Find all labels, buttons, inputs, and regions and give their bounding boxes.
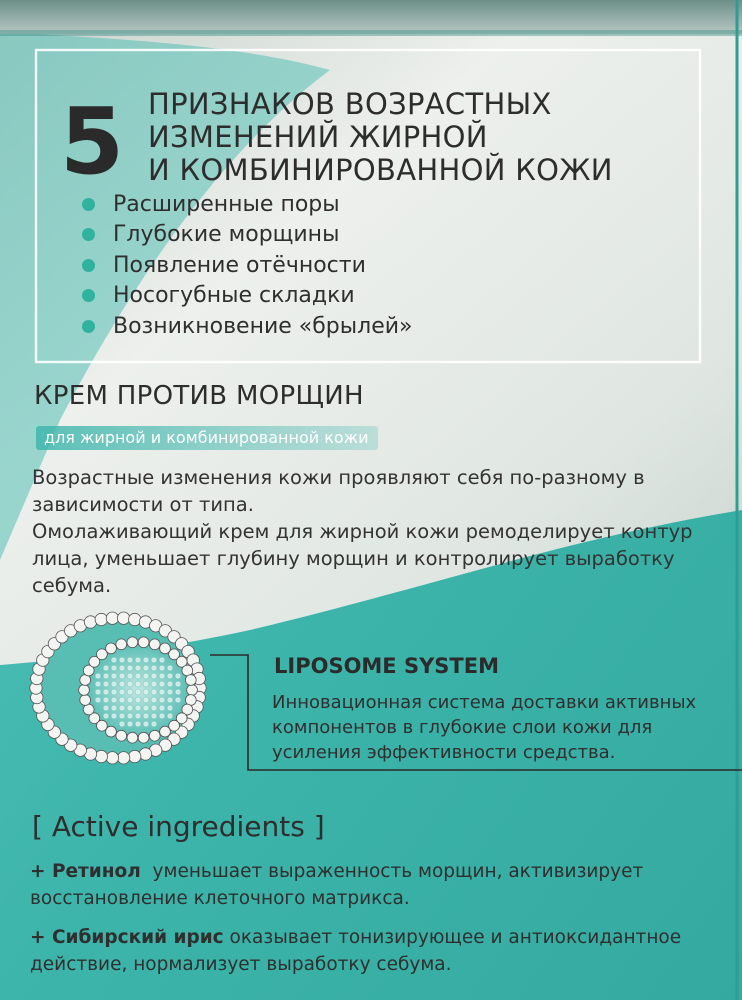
liposome-core-dot [167, 681, 173, 687]
liposome-core-dot [119, 665, 125, 671]
liposome-core-dot [103, 697, 109, 703]
liposome-core-dot [103, 713, 109, 719]
liposome-core-dot [167, 697, 173, 703]
liposome-bead [84, 616, 96, 628]
liposome-core-dot [127, 657, 133, 663]
liposome-core-dot [127, 681, 133, 687]
liposome-core-dot [143, 721, 149, 727]
liposome-bead [187, 685, 198, 696]
liposome-core-dot [135, 681, 141, 687]
liposome-core-dot [119, 657, 125, 663]
skin-type-badge: для жирной и комбинированной кожи [36, 426, 378, 450]
liposome-core-dot [143, 665, 149, 671]
signs-count: 5 [60, 88, 125, 195]
liposome-core-dot [143, 713, 149, 719]
liposome-bead [106, 752, 118, 764]
ingredient-name: + Ретинол [30, 861, 141, 882]
liposome-core-dot [167, 713, 173, 719]
list-item-label: Появление отёчности [113, 252, 366, 278]
signs-heading [148, 88, 708, 187]
liposome-core-dot [111, 689, 117, 695]
liposome-core-dot [111, 705, 117, 711]
liposome-core-dot [151, 705, 157, 711]
liposome-core-dot [111, 657, 117, 663]
liposome-core-dot [111, 665, 117, 671]
liposome-core-dot [95, 689, 101, 695]
ingredient-item [30, 924, 710, 978]
liposome-core-dot [111, 681, 117, 687]
liposome-core-dot [103, 705, 109, 711]
liposome-core-dot [119, 673, 125, 679]
liposome-core-dot [135, 705, 141, 711]
list-item-label: Носогубные складки [113, 283, 355, 309]
liposome-core-dot [151, 697, 157, 703]
bullet-dot-icon [82, 228, 95, 241]
liposome-core-dot [127, 697, 133, 703]
bullet-dot-icon [82, 289, 95, 302]
liposome-core-dot [151, 657, 157, 663]
liposome-core-dot [151, 681, 157, 687]
liposome-core-dot [111, 673, 117, 679]
liposome-bead [129, 613, 141, 625]
ingredient-text: уменьшает выраженность морщин, активизирует восстановление клеточного матрикса. [30, 861, 644, 909]
liposome-bead [106, 643, 117, 654]
list-item [82, 189, 542, 220]
list-item [82, 311, 542, 342]
liposome-core-dot [143, 657, 149, 663]
signs-heading-line: И КОМБИНИРОВАННОЙ КОЖИ [148, 153, 613, 187]
list-item [82, 250, 542, 281]
liposome-bead [116, 639, 127, 650]
liposome-core-dot [95, 681, 101, 687]
liposome-bead [185, 675, 196, 686]
liposome-core-dot [159, 657, 165, 663]
product-description: Омолаживающий крем для жирной кожи ремоделирует контур лица, уменьшает глубину морщин и контролирует выработку себума. [32, 520, 693, 597]
liposome-core-dot [119, 721, 125, 727]
liposome-core-dot [159, 665, 165, 671]
liposome-core-dot [167, 705, 173, 711]
bullet-dot-icon [82, 198, 95, 211]
liposome-bead [138, 732, 149, 743]
liposome-core-dot [127, 689, 133, 695]
product-description: Возрастные изменения кожи проявляют себя по-разному в зависимости от типа. [32, 466, 645, 516]
liposome-core-dot [127, 721, 133, 727]
liposome-core-dot [95, 673, 101, 679]
ingredients-heading: [ Active ingredients ] [32, 810, 325, 843]
list-item [82, 281, 542, 312]
liposome-core-dot [143, 697, 149, 703]
liposome-core-dot [143, 673, 149, 679]
liposome-core-dot [127, 713, 133, 719]
liposome-title: LIPOSOME SYSTEM [274, 654, 499, 678]
liposome-core-dot [119, 713, 125, 719]
liposome-core-dot [119, 689, 125, 695]
signs-heading-line: ИЗМЕНЕНИЙ ЖИРНОЙ [148, 120, 488, 154]
liposome-bead [129, 750, 141, 762]
liposome-core-dot [159, 689, 165, 695]
liposome-core-dot [135, 713, 141, 719]
liposome-core-dot [159, 697, 165, 703]
liposome-core-dot [111, 713, 117, 719]
liposome-core-dot [103, 681, 109, 687]
liposome-core-dot [167, 665, 173, 671]
liposome-core-dot [103, 689, 109, 695]
liposome-bead [95, 613, 107, 625]
liposome-core-dot [119, 705, 125, 711]
liposome-core-dot [159, 705, 165, 711]
signs-heading-line: ПРИЗНАКОВ ВОЗРАСТНЫХ [148, 87, 552, 121]
liposome-core-dot [119, 697, 125, 703]
liposome-core-dot [95, 697, 101, 703]
liposome-core-dot [135, 665, 141, 671]
liposome-bead [149, 639, 160, 650]
liposome-bead [127, 637, 138, 648]
list-item-label: Глубокие морщины [113, 222, 340, 248]
liposome-core-dot [143, 705, 149, 711]
liposome-core-dot [119, 681, 125, 687]
list-item-label: Возникновение «брылей» [113, 313, 413, 339]
liposome-bead [117, 752, 129, 764]
liposome-core-dot [151, 673, 157, 679]
product-title: КРЕМ ПРОТИВ МОРЩИН [34, 381, 364, 411]
liposome-bead [117, 612, 129, 624]
liposome-core-dot [127, 673, 133, 679]
liposome-core-dot [127, 665, 133, 671]
ingredient-text: оказывает тонизирующее и антиоксидантное действие, нормализует выработку себума. [30, 927, 682, 975]
liposome-core-dot [159, 681, 165, 687]
liposome-core-dot [127, 705, 133, 711]
bullet-dot-icon [82, 320, 95, 333]
liposome-bead [127, 732, 138, 743]
liposome-bead [139, 748, 151, 760]
ingredient-name: + Сибирский ирис [30, 927, 224, 948]
liposome-bead [106, 612, 118, 624]
list-item [82, 220, 542, 251]
liposome-core-dot [175, 689, 181, 695]
liposome-core-dot [151, 713, 157, 719]
liposome-core-dot [175, 681, 181, 687]
list-item-label: Расширенные поры [113, 191, 340, 217]
liposome-core-dot [111, 697, 117, 703]
liposome-core-dot [151, 689, 157, 695]
liposome-core-dot [135, 721, 141, 727]
ingredient-item [30, 858, 710, 912]
liposome-core-dot [103, 665, 109, 671]
signs-list [82, 189, 542, 342]
liposome-core-dot [167, 689, 173, 695]
liposome-core-dot [151, 665, 157, 671]
liposome-core-dot [103, 673, 109, 679]
liposome-core-dot [151, 721, 157, 727]
liposome-core-dot [175, 673, 181, 679]
liposome-core-dot [135, 657, 141, 663]
liposome-core-dot [143, 689, 149, 695]
liposome-core-dot [135, 689, 141, 695]
liposome-core-dot [159, 673, 165, 679]
liposome-bead [80, 695, 91, 706]
liposome-bead [116, 730, 127, 741]
liposome-core-dot [143, 681, 149, 687]
liposome-bead [138, 637, 149, 648]
liposome-bead [149, 730, 160, 741]
liposome-bead [160, 726, 171, 737]
bullet-dot-icon [82, 259, 95, 272]
liposome-bead [79, 685, 90, 696]
liposome-core-dot [167, 673, 173, 679]
liposome-core-dot [135, 673, 141, 679]
liposome-description: Инновационная система доставки активных компонентов в глубокие слои кожи для усиления эффективности средства. [272, 692, 697, 763]
liposome-bead [95, 750, 107, 762]
liposome-core-dot [159, 713, 165, 719]
liposome-core-dot [175, 697, 181, 703]
liposome-core-dot [135, 697, 141, 703]
